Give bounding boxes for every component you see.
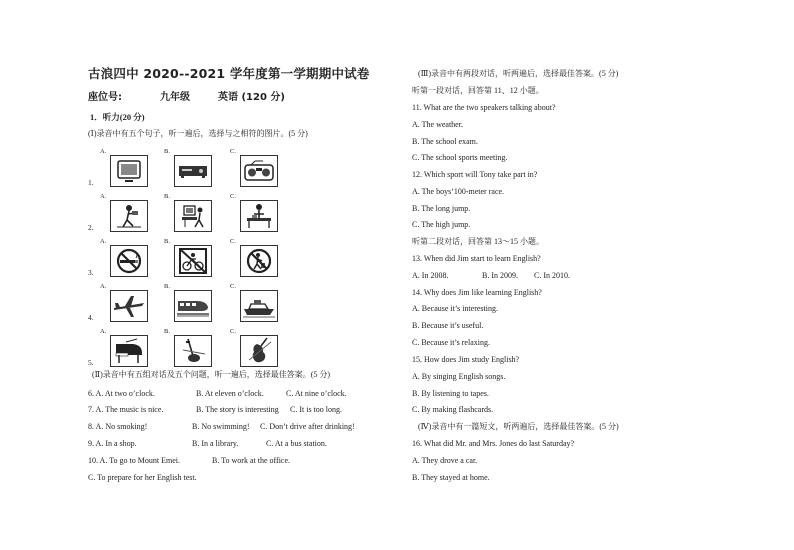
option-a-label: A.	[100, 148, 107, 155]
question-12: 12. Which sport will Tony take part in?	[412, 170, 538, 179]
question-8-option-b: B. No swimming!	[192, 422, 250, 431]
question-12-option-a: A. The boys’100-meter race.	[412, 187, 505, 196]
option-b-label: B.	[164, 193, 170, 200]
exam-title: 古浪四中 2020--2021 学年度第一学期期中试卷	[88, 66, 370, 81]
question-7-option-a: 7. A. The music is nice.	[88, 405, 164, 414]
picture-row-5	[88, 328, 388, 372]
question-9-option-b: B. In a library.	[192, 439, 239, 448]
subject-label: 英语 (120 分)	[218, 92, 285, 103]
question-10-option-c: C. To prepare for her English test.	[88, 473, 197, 482]
picture-row-number: 5.	[88, 358, 94, 367]
picture-row-number: 3.	[88, 268, 94, 277]
question-15-option-a: A. By singing English songs.	[412, 372, 506, 381]
question-16-option-b: B. They stayed at home.	[412, 473, 490, 482]
option-c-label: C.	[230, 238, 236, 245]
picture-row-3	[88, 238, 388, 282]
question-12-option-c: C. The high jump.	[412, 220, 471, 229]
question-6-option-c: C. At nine o’clock.	[286, 389, 347, 398]
option-a-label: A.	[100, 238, 107, 245]
question-15: 15. How does Jim study English?	[412, 355, 520, 364]
question-14-option-c: C. Because it’s relaxing.	[412, 338, 490, 347]
question-8-option-a: 8. A. No smoking!	[88, 422, 148, 431]
seat-number-label: 座位号:	[88, 92, 122, 103]
question-8-option-c: C. Don’t drive after drinking!	[260, 422, 355, 431]
part4-instruction: (Ⅳ)录音中有一篇短文，听两遍后，选择最佳答案。(5 分)	[418, 422, 619, 431]
reading-person-icon	[110, 200, 148, 232]
option-a-label: A.	[100, 328, 107, 335]
dialogue1-instruction: 听第一段对话，回答第 11、12 小题。	[412, 86, 544, 95]
no-littering-icon	[240, 245, 278, 277]
picture-row-4	[88, 283, 388, 327]
option-b-label: B.	[164, 283, 170, 290]
question-12-option-b: B. The long jump.	[412, 204, 471, 213]
option-b-label: B.	[164, 328, 170, 335]
question-6-option-a: 6. A. At two o’clock.	[88, 389, 155, 398]
option-c-label: C.	[230, 283, 236, 290]
question-13: 13. When did Jim start to learn English?	[412, 254, 541, 263]
question-11-option-b: B. The school exam.	[412, 137, 478, 146]
radio-icon	[240, 155, 278, 187]
computer-person-icon	[174, 200, 212, 232]
train-icon	[174, 290, 212, 322]
picture-row-number: 4.	[88, 313, 94, 322]
part3-instruction: (Ⅲ)录音中有两段对话，听两遍后，选择最佳答案。(5 分)	[418, 69, 619, 78]
part2-instruction: (Ⅱ)录音中有五组对话及五个问题，听一遍后，选择最佳答案。(5 分)	[92, 370, 331, 379]
violin-icon	[240, 335, 278, 367]
question-16-option-a: A. They drove a car.	[412, 456, 478, 465]
option-b-label: B.	[164, 238, 170, 245]
question-15-option-c: C. By making flashcards.	[412, 405, 494, 414]
question-13-option-c: C. In 2010.	[534, 271, 570, 280]
question-9-option-c: C. At a bus station.	[266, 439, 327, 448]
grade-label: 九年级	[160, 92, 190, 103]
tv-icon	[110, 155, 148, 187]
question-15-option-b: B. By listening to tapes.	[412, 389, 489, 398]
question-7-option-b: B. The story is interesting	[196, 405, 279, 414]
option-b-label: B.	[164, 148, 170, 155]
question-11-option-c: C. The school sports meeting.	[412, 153, 508, 162]
desk-person-icon	[240, 200, 278, 232]
question-16: 16. What did Mr. and Mrs. Jones do last Saturday?	[412, 439, 575, 448]
question-13-option-a: A. In 2008.	[412, 271, 449, 280]
no-cycling-icon	[174, 245, 212, 277]
picture-row-1	[88, 148, 388, 192]
question-14-option-b: B. Because it’s useful.	[412, 321, 484, 330]
no-smoking-icon	[110, 245, 148, 277]
option-c-label: C.	[230, 193, 236, 200]
dialogue2-instruction: 听第二段对话，回答第 13～15 小题。	[412, 237, 544, 246]
question-10-option-b: B. To work at the office.	[212, 456, 291, 465]
question-13-option-b: B. In 2009.	[482, 271, 518, 280]
picture-row-number: 2.	[88, 223, 94, 232]
dvd-player-icon	[174, 155, 212, 187]
piano-icon	[110, 335, 148, 367]
question-14: 14. Why does Jim like learning English?	[412, 288, 542, 297]
question-9-option-a: 9. A. In a shop.	[88, 439, 137, 448]
option-a-label: A.	[100, 283, 107, 290]
picture-row-2	[88, 193, 388, 237]
picture-row-number: 1.	[88, 178, 94, 187]
question-7-option-c: C. It is too long.	[290, 405, 343, 414]
option-c-label: C.	[230, 148, 236, 155]
option-c-label: C.	[230, 328, 236, 335]
question-11-option-a: A. The weather.	[412, 120, 463, 129]
ship-icon	[240, 290, 278, 322]
question-6-option-b: B. At eleven o’clock.	[196, 389, 264, 398]
listening-section-heading: 1．听力(20 分)	[90, 112, 145, 122]
part1-instruction: (Ⅰ)录音中有五个句子，听一遍后，选择与之相符的图片。(5 分)	[88, 129, 308, 138]
airplane-icon	[110, 290, 148, 322]
option-a-label: A.	[100, 193, 107, 200]
question-10-option-a: 10. A. To go to Mount Emei.	[88, 456, 180, 465]
question-14-option-a: A. Because it’s interesting.	[412, 304, 498, 313]
question-11: 11. What are the two speakers talking about?	[412, 103, 556, 112]
erhu-icon	[174, 335, 212, 367]
